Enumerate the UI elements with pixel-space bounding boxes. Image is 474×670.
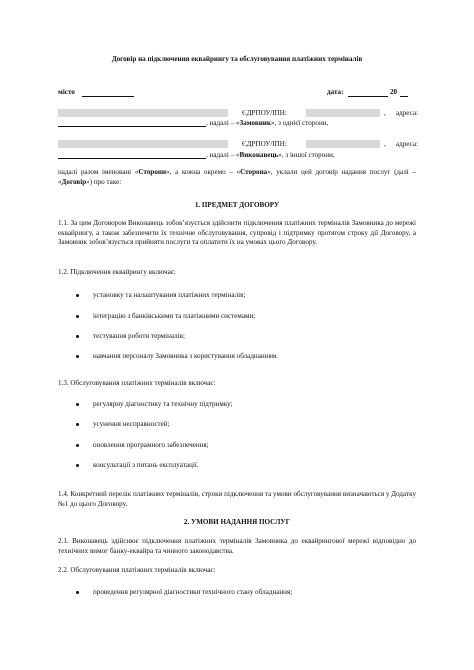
- contractor-role-line: [206, 151, 335, 160]
- intro-sides: Сторони: [138, 168, 167, 176]
- list-1-item-2: інтеграцію з банківськими та платіжними системами;: [93, 312, 256, 320]
- list-1-item-4: навчання персоналу Замовника з користування обладнанням.: [93, 352, 278, 360]
- clause-1-2: 1.2. Підключення еквайрингу включає:: [58, 268, 176, 276]
- contractor-role-name: Виконавець: [239, 151, 279, 159]
- list-1-item-3: тестування роботи терміналів;: [93, 332, 185, 340]
- clause-1-1: 1.1. За цим Договором Виконавець зобов’язується здійснити підключення платіжних терміналів Замовника до мережі еквайрингу, а також забезпечити їх технічне обслуговування, супровід і підтримку протягом строку дії Договору, а Замовник зобов’язується прийняти послуги та оплатити їх на умовах цього Договору.: [58, 219, 416, 247]
- bullet-icon: [76, 464, 79, 467]
- intro-text-3: », уклали цей договір надання послуг (далі – «: [58, 168, 417, 186]
- bullet-icon: [76, 444, 79, 447]
- year-blank: [400, 96, 408, 97]
- customer-edrpou-label: ЄДРПОУ/ІПН:: [242, 109, 287, 117]
- bullet-icon: [76, 403, 79, 406]
- bullet-icon: [76, 315, 79, 318]
- section-1-heading: 1. ПРЕДМЕТ ДОГОВОРУ: [194, 201, 280, 209]
- customer-name-field: [58, 109, 228, 117]
- bullet-icon: [76, 591, 79, 594]
- customer-edrpou-field: [306, 109, 380, 117]
- customer-role-suffix: », з однієї сторони,: [270, 119, 329, 127]
- date-blank: [348, 96, 388, 97]
- bullet-icon: [76, 423, 79, 426]
- list-2-item-3: оновлення програмного забезпечення;: [93, 441, 209, 449]
- clause-1-4: 1.4. Конкретний перелік платіжних терміналів, строки підключення та умови обслуговування визначаються у Додатку №1 до цього Договору.: [58, 490, 416, 508]
- customer-role-line: [206, 119, 328, 128]
- customer-role-prefix: , надалі – «: [206, 119, 240, 127]
- list-2-item-2: усунення несправностей;: [93, 420, 170, 428]
- list-2-item-1: регулярну діагностику та технічну підтримку;: [93, 400, 233, 408]
- contractor-name-field: [58, 140, 228, 148]
- bullet-icon: [76, 355, 79, 358]
- clause-2-2: 2.2. Обслуговування платіжних терміналів включає:: [58, 566, 216, 574]
- bullet-icon: [76, 294, 79, 297]
- contractor-address-label-comma: ,: [384, 140, 386, 148]
- intro-text-4: ») про таке:: [86, 177, 122, 186]
- customer-address-label-comma: ,: [384, 109, 386, 117]
- date-year-prefix: 20: [390, 88, 398, 96]
- document-title: Договір на підключення еквайрингу та обслуговування платіжних терміналів: [111, 55, 363, 63]
- bullet-icon: [76, 335, 79, 338]
- city-blank: [82, 96, 134, 97]
- contractor-address-label: адреса:: [396, 140, 418, 148]
- contractor-address-blank: [58, 158, 206, 159]
- list-3-item-1: проведення регулярної діагностики технічного стану обладнання;: [93, 588, 293, 596]
- clause-1-3: 1.3. Обслуговування платіжних терміналів включає:: [58, 379, 216, 387]
- contractor-edrpou-label: ЄДРПОУ/ІПН:: [242, 140, 287, 148]
- customer-address-blank: [58, 126, 206, 127]
- contractor-role-prefix: , надалі – «: [206, 151, 240, 159]
- intro-paragraph: [58, 168, 416, 187]
- intro-side: Сторона: [240, 168, 268, 176]
- date-label: дата:: [327, 88, 344, 96]
- list-1-item-1: установку та налаштування платіжних терміналів;: [93, 291, 246, 299]
- intro-contract: Договір: [61, 177, 87, 186]
- intro-text-2: », а кожна окремо – «: [166, 168, 241, 176]
- contractor-role-suffix: », з іншої сторони,: [278, 151, 335, 159]
- list-2-item-4: консультації з питань експлуатації.: [93, 461, 199, 469]
- section-2-heading: 2. УМОВИ НАДАННЯ ПОСЛУГ: [183, 518, 291, 526]
- customer-address-label: адреса:: [396, 109, 418, 117]
- clause-2-1: 2.1. Виконавець здійснює підключення платіжних терміналів Замовника до еквайрингової мережі відповідно до технічних вимог банку-еквайра та чинного законодавства.: [58, 537, 416, 555]
- contractor-edrpou-field: [306, 140, 380, 148]
- intro-text-1: надалі разом іменовані «: [58, 168, 139, 176]
- city-label: місто: [58, 88, 75, 96]
- customer-role-name: Замовник: [239, 119, 271, 127]
